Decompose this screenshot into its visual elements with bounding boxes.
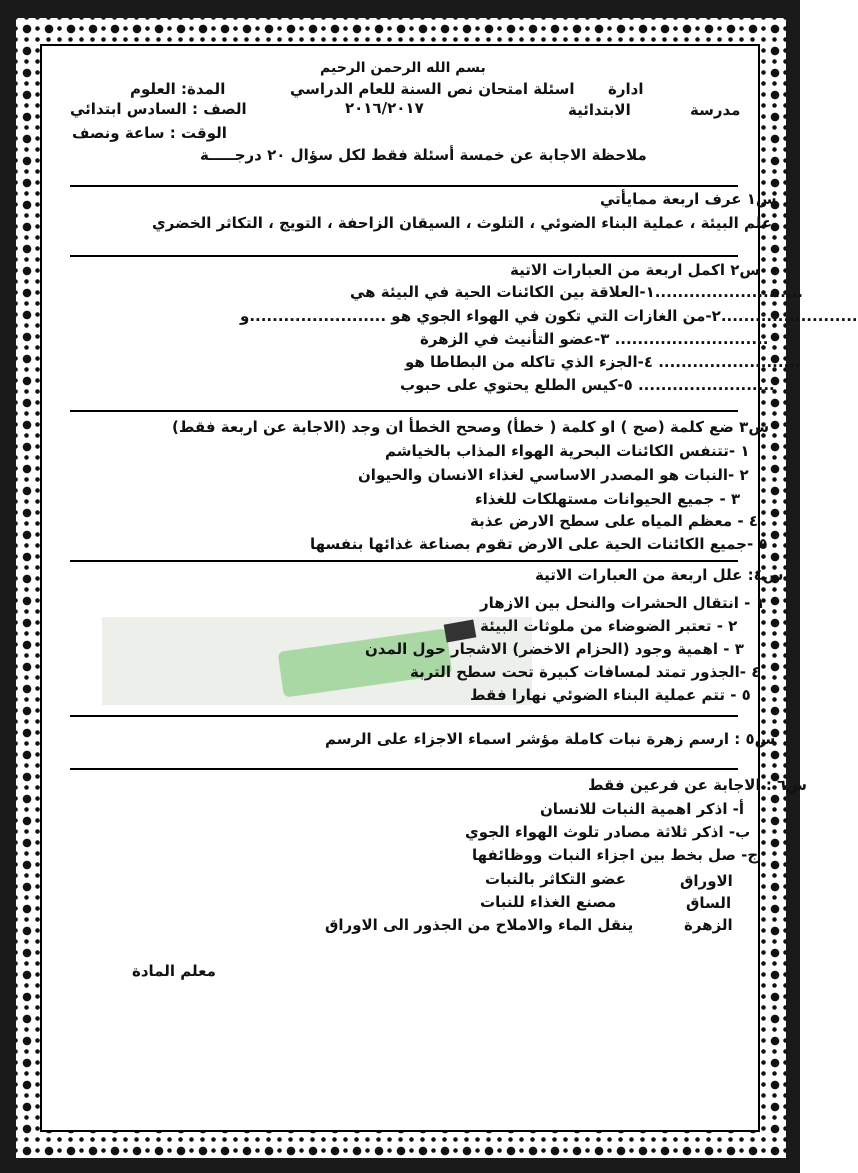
q2-item-2: ٢-من الغازات التي تكون في الهواء الجوي هو ........................و........................ [240,307,858,325]
admin-label: ادارة [608,80,644,98]
q2-item-3: ٣-عضو التأنيث في الزهرة ........................... [420,330,769,348]
exam-title: اسئلة امتحان نص السنة للعام الدراسي [290,80,575,98]
q6-part-a: أ- اذكر اهمية النبات للانسان [540,800,745,818]
school-label: مدرسة [690,101,741,119]
q6-part-b: ب- اذكر ثلاثة مصادر تلوث الهواء الجوي [465,823,751,841]
divider [70,185,738,187]
q3-item-1: ١ -تتنفس الكائنات البحرية الهواء المذاب بالخياشم [385,442,750,460]
match-left-2: الساق [686,894,732,912]
q3-item-2: ٢ -النبات هو المصدر الاساسي لغذاء الانسان والحيوان [358,466,749,484]
q3-item-4: ٤ - معظم المياه على سطح الارض عذبة [470,512,758,530]
school-type: الابتدائية [568,101,631,119]
year: ٢٠١٦/٢٠١٧ [345,99,424,117]
q5-title: س٥ : ارسم زهرة نبات كاملة مؤشر اسماء الاجزاء على الرسم [325,730,776,748]
q4-item-1: ١ - انتقال الحشرات والنحل بين الازهار [480,594,765,612]
q3-item-5: ٥ -جميع الكائنات الحية على الارض تقوم بصناعة غذائها بنفسها [310,535,768,553]
match-right-3: ينقل الماء والاملاح من الجذور الى الاوراق [325,916,634,934]
q6-part-c: ج- صل بخط بين اجزاء النبات ووظائفها [472,846,759,864]
divider [70,560,738,562]
divider [70,768,738,770]
q3-title: س٣ ضع كلمة (صح ) او كلمة ( خطأ) وصحح الخطأ ان وجد (الاجابة عن اربعة فقط) [172,418,770,436]
q2-title: س٢ اكمل اربعة من العبارات الاتية [510,261,761,279]
q2-item-1: ١-العلاقة بين الكائنات الحية في البيئة هي.......................... [350,283,803,301]
match-right-2: مصنع الغذاء للنبات [480,893,617,911]
q2-item-5: ٥-كيس الطلع يحتوي على حبوب ........................ [400,376,775,394]
basmala: بسم الله الرحمن الرحيم [320,60,486,76]
match-left-1: الاوراق [680,872,733,890]
q1-terms: علم البيئة ، عملية البناء الضوئي ، التلوث ، السيقان الزاحفة ، التويج ، التكاثر الخضري [152,214,773,232]
q3-item-3: ٣ - جميع الحيوانات مستهلكات للغذاء [475,490,741,508]
grade: الصف : السادس ابتدائي [70,100,247,118]
exam-note: ملاحظة الاجابة عن خمسة أسئلة فقط لكل سؤال ٢٠ درجـــــة [200,146,647,164]
q6-title: س٦ : الاجابة عن فرعين فقط [588,776,807,794]
divider [70,410,738,412]
q4-title: س٤: علل اربعة من العبارات الاتية [535,566,784,584]
q1-title: س١ عرف اربعة ممايأتي [600,190,777,208]
subject: المدة: العلوم [130,80,226,98]
q4-item-5: ٥ - تتم عملية البناء الضوئي نهارا فقط [470,686,751,704]
match-left-3: الزهرة [684,916,733,934]
divider [70,255,738,257]
divider [70,715,738,717]
q4-item-3: ٣ - اهمية وجود (الحزام الاخضر) الاشجار حول المدن [365,640,744,658]
duration: الوقت : ساعة ونصف [72,124,227,142]
teacher-signature-label: معلم المادة [132,962,216,980]
q4-item-2: ٢ - تعتبر الضوضاء من ملوثات البيئة [480,617,738,635]
q4-item-4: ٤ -الجذور تمتد لمسافات كبيرة تحت سطح التربة [410,663,761,681]
match-right-1: عضو التكاثر بالنبات [485,870,626,888]
q2-item-4: ٤-الجزء الذي تاكله من البطاطا هو ......................... [405,353,801,371]
